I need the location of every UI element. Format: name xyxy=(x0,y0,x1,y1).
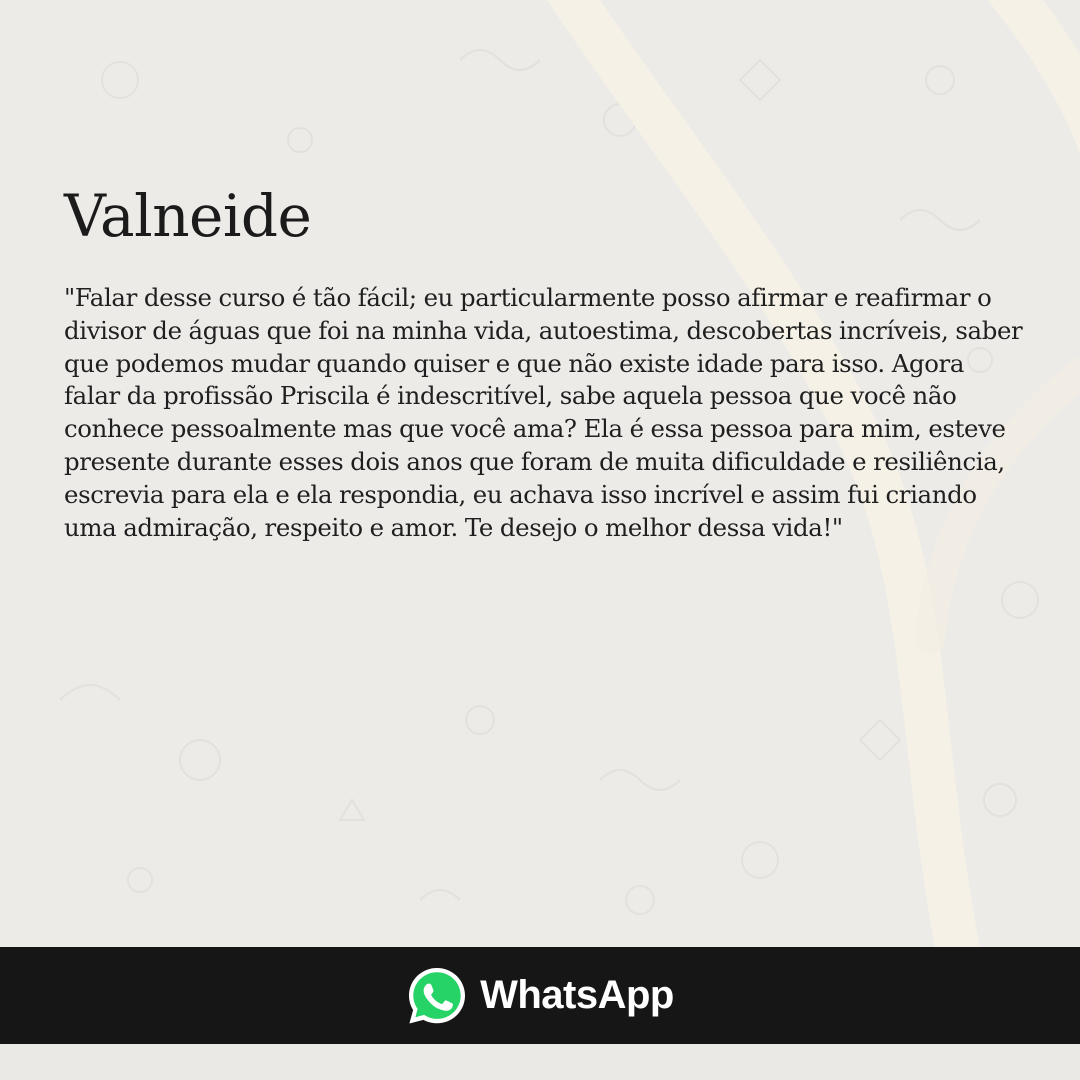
testimonial-quote: "Falar desse curso é tão fácil; eu particularmente posso afirmar e reafirmar o divisor de águas que foi na minha vida, autoestima, descobertas incríveis, saber que podemos mudar quando quiser e que não existe idade para isso. Agora falar da profissão Priscila é indescritível, sabe aquela pessoa que você não conhece pessoalmente mas que você ama? Ela é essa pessoa para mim, esteve presente durante esses dois anos que foram de muita dificuldade e resiliência, escrevia para ela e ela respondia, eu achava isso incrível e assim fui criando uma admiração, respeito e amor. Te desejo o melhor dessa vida!" xyxy=(64,283,1023,542)
whatsapp-brand-name: WhatsApp xyxy=(480,973,674,1017)
whatsapp-logo-icon xyxy=(406,965,468,1027)
whatsapp-brand xyxy=(406,965,674,1027)
testimonial-card xyxy=(64,176,1024,544)
testimonial-author-name: Valneide xyxy=(64,182,312,250)
bottom-strip xyxy=(0,1044,1080,1080)
footer-bar xyxy=(0,947,1080,1044)
